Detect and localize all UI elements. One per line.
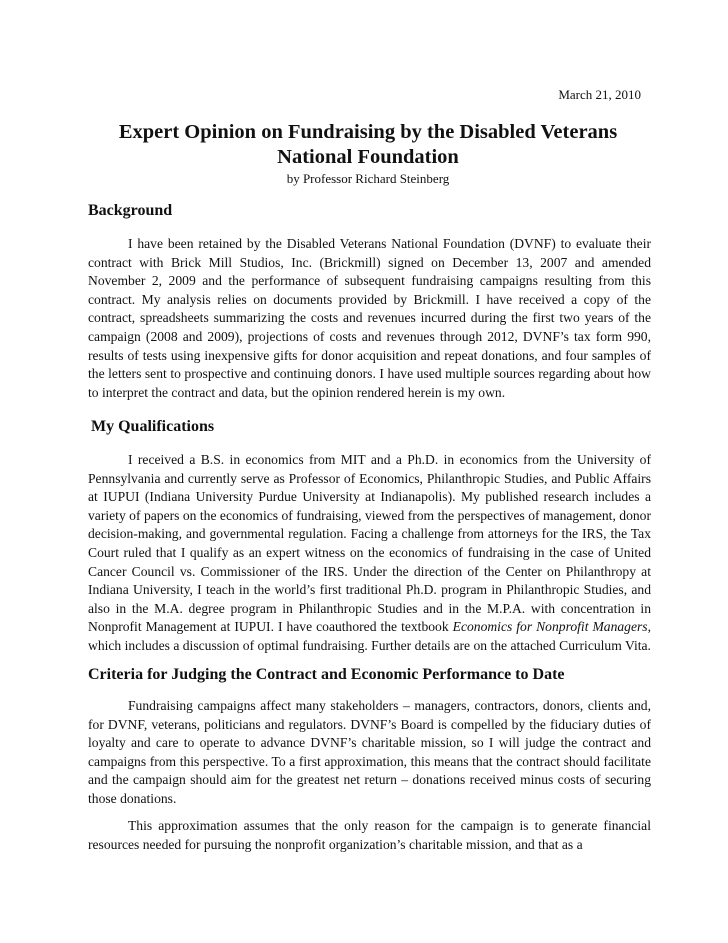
qualifications-text-after: , which includes a discussion of optimal fundraising. Further details are on the attached Curriculum Vita.	[88, 619, 652, 653]
author-byline: by Professor Richard Steinberg	[286, 171, 450, 186]
background-paragraph: I have been retained by the Disabled Veterans National Foundation (DVNF) to evaluate their contract with Brick Mill Studios, Inc. (Brickmill) signed on December 13, 2007 and amended November 2, 2009 and the performance of subsequent fundraising campaigns resulting from this contract. My analysis relies on documents provided by Brickmill. I have received a copy of the contract, spreadsheets summarizing the costs and revenues incurred during the first two years of the campaign (2008 and 2009), projections of costs and revenues through 2012, DVNF’s tax form 990, results of tests using inexpensive gifts for donor acquisition and repeat donations, and four samples of the letters sent to prospective and continuing donors. I have used multiple sources regarding about how to interpret the contract and data, but the opinion rendered herein is my own.	[88, 236, 651, 400]
textbook-title: Economics for Nonprofit Managers	[452, 619, 648, 635]
heading-background: Background	[88, 202, 173, 219]
heading-qualifications: My Qualifications	[91, 418, 215, 435]
qualifications-paragraph	[88, 451, 651, 656]
qualifications-text-before: I received a B.S. in economics from MIT and a Ph.D. in economics from the University of Pennsylvania and currently serve as Professor of Economics, Philanthropic Studies, and Public Affairs at IUPUI (Indiana University Purdue University at Indianapolis). My published research includes a variety of papers on the economics of fundraising, viewed from the perspectives of management, donor decision-making, and governmental regulation. Facing a challenge from attorneys for the IRS, the Tax Court ruled that I qualify as an expert witness on the economics of fundraising in the case of United Cancer Council vs. Commissioner of the IRS. Under the direction of the Center on Philanthropy at Indiana University, I teach in the world’s first traditional Ph.D. program in Philanthropic Studies, and also in the M.A. degree program in Philanthropic Studies and in the M.P.A. with concentration in Nonprofit Management at IUPUI. I have coauthored the textbook	[88, 452, 651, 635]
document-date: March 21, 2010	[558, 87, 641, 102]
heading-criteria: Criteria for Judging the Contract and Economic Performance to Date	[88, 666, 565, 683]
document-title: Expert Opinion on Fundraising by the Disabled Veterans National Foundation	[118, 121, 618, 168]
criteria-paragraph-1: Fundraising campaigns affect many stakeholders – managers, contractors, donors, clients and, for DVNF, veterans, politicians and regulators. DVNF’s Board is compelled by the fiduciary duties of loyalty and care to operate to advance DVNF’s charitable mission, so I will judge the contract and campaigns from this perspective. To a first approximation, this means that the contract should facilitate and the campaign should aim for the greatest net return – donations received minus costs of securing those donations.	[88, 698, 651, 806]
criteria-paragraph-2: This approximation assumes that the only reason for the campaign is to generate financial resources needed for pursuing the nonprofit organization’s charitable mission, and that as a	[88, 818, 651, 852]
